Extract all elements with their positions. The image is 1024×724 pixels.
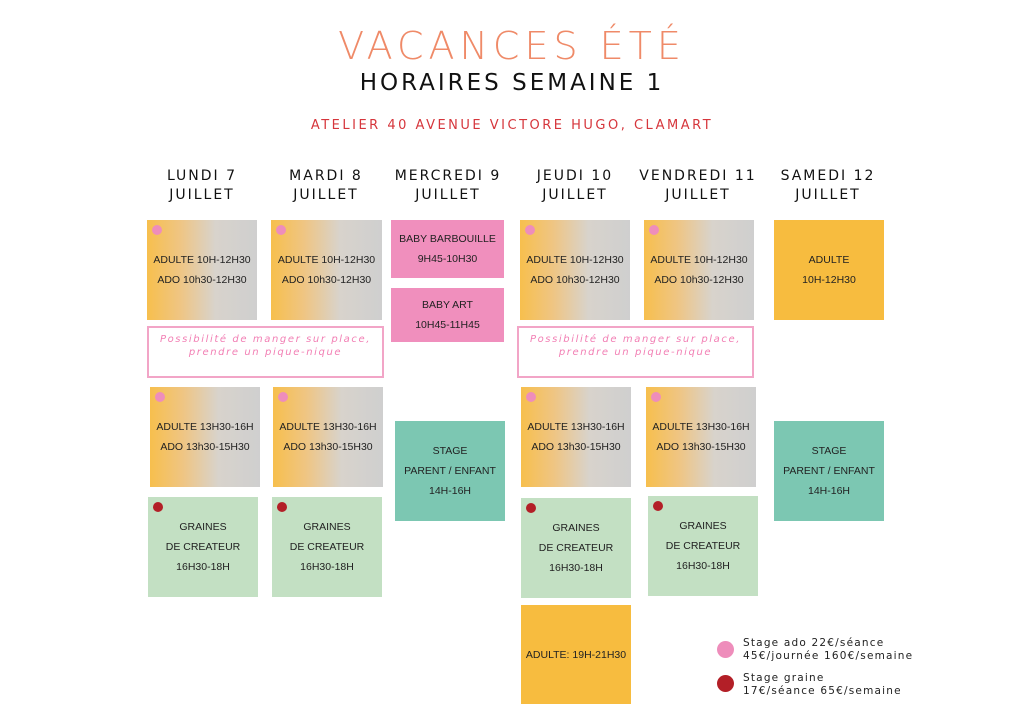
- session-line: ADULTE 10H-12H30: [526, 254, 624, 266]
- session-line: DE CREATEUR: [289, 541, 365, 553]
- note-line: prendre un pique-nique: [558, 347, 713, 358]
- stage-ado-dot-icon: [155, 392, 165, 402]
- stage-ado-dot-icon: [276, 225, 286, 235]
- session-card-thursday-graines: [521, 498, 631, 598]
- address: ATELIER 40 AVENUE VICTORE HUGO, CLAMART: [310, 118, 714, 133]
- session-line: ADULTE 13H30-16H: [279, 421, 377, 433]
- session-line: BABY ART: [422, 299, 473, 311]
- session-card-monday-graines: [148, 497, 258, 597]
- session-line: 14H-16H: [428, 485, 472, 497]
- session-line: 16H30-18H: [676, 560, 730, 572]
- day-month: JUILLET: [795, 187, 861, 203]
- day-name: LUNDI 7: [166, 168, 238, 184]
- session-line: ADO 13h30-15H30: [656, 441, 746, 453]
- stage-graine-dot-icon: [526, 503, 536, 513]
- lunch-note-right: [517, 326, 754, 378]
- session-line: 9H45-10H30: [417, 253, 478, 265]
- legend-line: 45€/journée 160€/semaine: [743, 650, 914, 662]
- day-name: VENDREDI 11: [639, 168, 757, 184]
- session-card-saturday-stage: [774, 421, 884, 521]
- session-line: PARENT / ENFANT: [404, 465, 496, 477]
- session-line: GRAINES: [303, 521, 351, 533]
- day-month: JUILLET: [542, 187, 608, 203]
- legend-line: Stage graine: [743, 672, 825, 684]
- session-line: BABY BARBOUILLE: [399, 233, 496, 245]
- legend-line: 17€/séance 65€/semaine: [743, 685, 902, 697]
- session-line: ADULTE: [808, 254, 850, 266]
- session-line: ADULTE 13H30-16H: [527, 421, 625, 433]
- stage-graine-dot-icon: [153, 502, 163, 512]
- session-card-friday-graines: [648, 496, 758, 596]
- session-line: ADO 10h30-12H30: [157, 274, 247, 286]
- session-card-friday-afternoon: [646, 387, 756, 487]
- session-card-thursday-evening: [521, 605, 631, 704]
- legend-line: Stage ado 22€/séance: [743, 637, 885, 649]
- session-line: ADULTE 10H-12H30: [153, 254, 251, 266]
- day-month: JUILLET: [169, 187, 235, 203]
- session-card-monday-morning: [147, 220, 257, 320]
- day-header-thursday: [505, 167, 645, 205]
- session-line: ADULTE 10H-12H30: [277, 254, 376, 266]
- session-card-tuesday-morning: [271, 220, 382, 320]
- session-card-monday-afternoon: [150, 387, 260, 487]
- session-line: GRAINES: [179, 521, 227, 533]
- session-line: ADO 10h30-12H30: [654, 274, 744, 286]
- session-line: 10H45-11H45: [415, 319, 480, 331]
- day-name: MERCREDI 9: [394, 168, 502, 184]
- session-line: DE CREATEUR: [665, 540, 741, 552]
- stage-graine-dot-icon: [653, 501, 663, 511]
- session-card-saturday-morning: [774, 220, 884, 320]
- day-name: MARDI 8: [289, 168, 363, 184]
- stage-ado-dot-icon: [152, 225, 162, 235]
- session-line: STAGE: [811, 445, 847, 457]
- day-month: JUILLET: [415, 187, 481, 203]
- session-line: ADO 13h30-15H30: [160, 441, 250, 453]
- session-line: ADO 13h30-15H30: [531, 441, 621, 453]
- stage-ado-dot-icon: [526, 392, 536, 402]
- session-card-thursday-afternoon: [521, 387, 631, 487]
- session-card-wednesday-baby-art: [391, 288, 504, 342]
- day-name: SAMEDI 12: [780, 168, 876, 184]
- day-header-monday: [132, 167, 272, 205]
- session-line: 10H-12H30: [802, 274, 856, 286]
- session-line: STAGE: [432, 445, 468, 457]
- day-header-friday: [628, 167, 768, 205]
- day-month: JUILLET: [665, 187, 731, 203]
- legend-stage-ado: [743, 637, 913, 663]
- session-card-thursday-morning: [520, 220, 630, 320]
- session-line: ADO 10h30-12H30: [281, 274, 372, 286]
- session-line: 16H30-18H: [176, 561, 230, 573]
- page-title: VACANCES ÉTÉ: [338, 24, 686, 68]
- session-line: PARENT / ENFANT: [783, 465, 875, 477]
- stage-graine-dot-icon: [277, 502, 287, 512]
- stage-graine-legend-icon: [717, 675, 734, 692]
- session-line: DE CREATEUR: [538, 542, 614, 554]
- note-line: Possibilité de manger sur place,: [159, 334, 372, 345]
- session-line: ADO 10h30-12H30: [530, 274, 620, 286]
- day-header-wednesday: [378, 167, 518, 205]
- session-line: ADULTE 13H30-16H: [652, 421, 750, 433]
- note-line: Possibilité de manger sur place,: [529, 334, 742, 345]
- session-line: 16H30-18H: [549, 562, 603, 574]
- stage-ado-dot-icon: [278, 392, 288, 402]
- session-card-friday-morning: [644, 220, 754, 320]
- session-line: ADULTE 13H30-16H: [156, 421, 254, 433]
- day-name: JEUDI 10: [536, 168, 614, 184]
- lunch-note-left: [147, 326, 384, 378]
- day-month: JUILLET: [293, 187, 359, 203]
- day-header-tuesday: [256, 167, 396, 205]
- session-line: 14H-16H: [807, 485, 851, 497]
- session-line: GRAINES: [679, 520, 727, 532]
- stage-ado-dot-icon: [651, 392, 661, 402]
- stage-ado-dot-icon: [525, 225, 535, 235]
- session-line: ADULTE: 19H-21H30: [525, 648, 627, 661]
- session-line: 16H30-18H: [300, 561, 354, 573]
- session-line: ADO 13h30-15H30: [283, 441, 373, 453]
- legend-stage-graine: [743, 672, 902, 698]
- session-card-tuesday-graines: [272, 497, 382, 597]
- note-line: prendre un pique-nique: [188, 347, 343, 358]
- session-line: ADULTE 10H-12H30: [650, 254, 748, 266]
- session-card-wednesday-baby-barbouille: [391, 220, 504, 278]
- page-subtitle: HORAIRES SEMAINE 1: [359, 70, 665, 96]
- stage-ado-legend-icon: [717, 641, 734, 658]
- session-card-tuesday-afternoon: [273, 387, 383, 487]
- stage-ado-dot-icon: [649, 225, 659, 235]
- session-line: DE CREATEUR: [165, 541, 241, 553]
- session-line: GRAINES: [552, 522, 600, 534]
- session-card-wednesday-stage: [395, 421, 505, 521]
- day-header-saturday: [758, 167, 898, 205]
